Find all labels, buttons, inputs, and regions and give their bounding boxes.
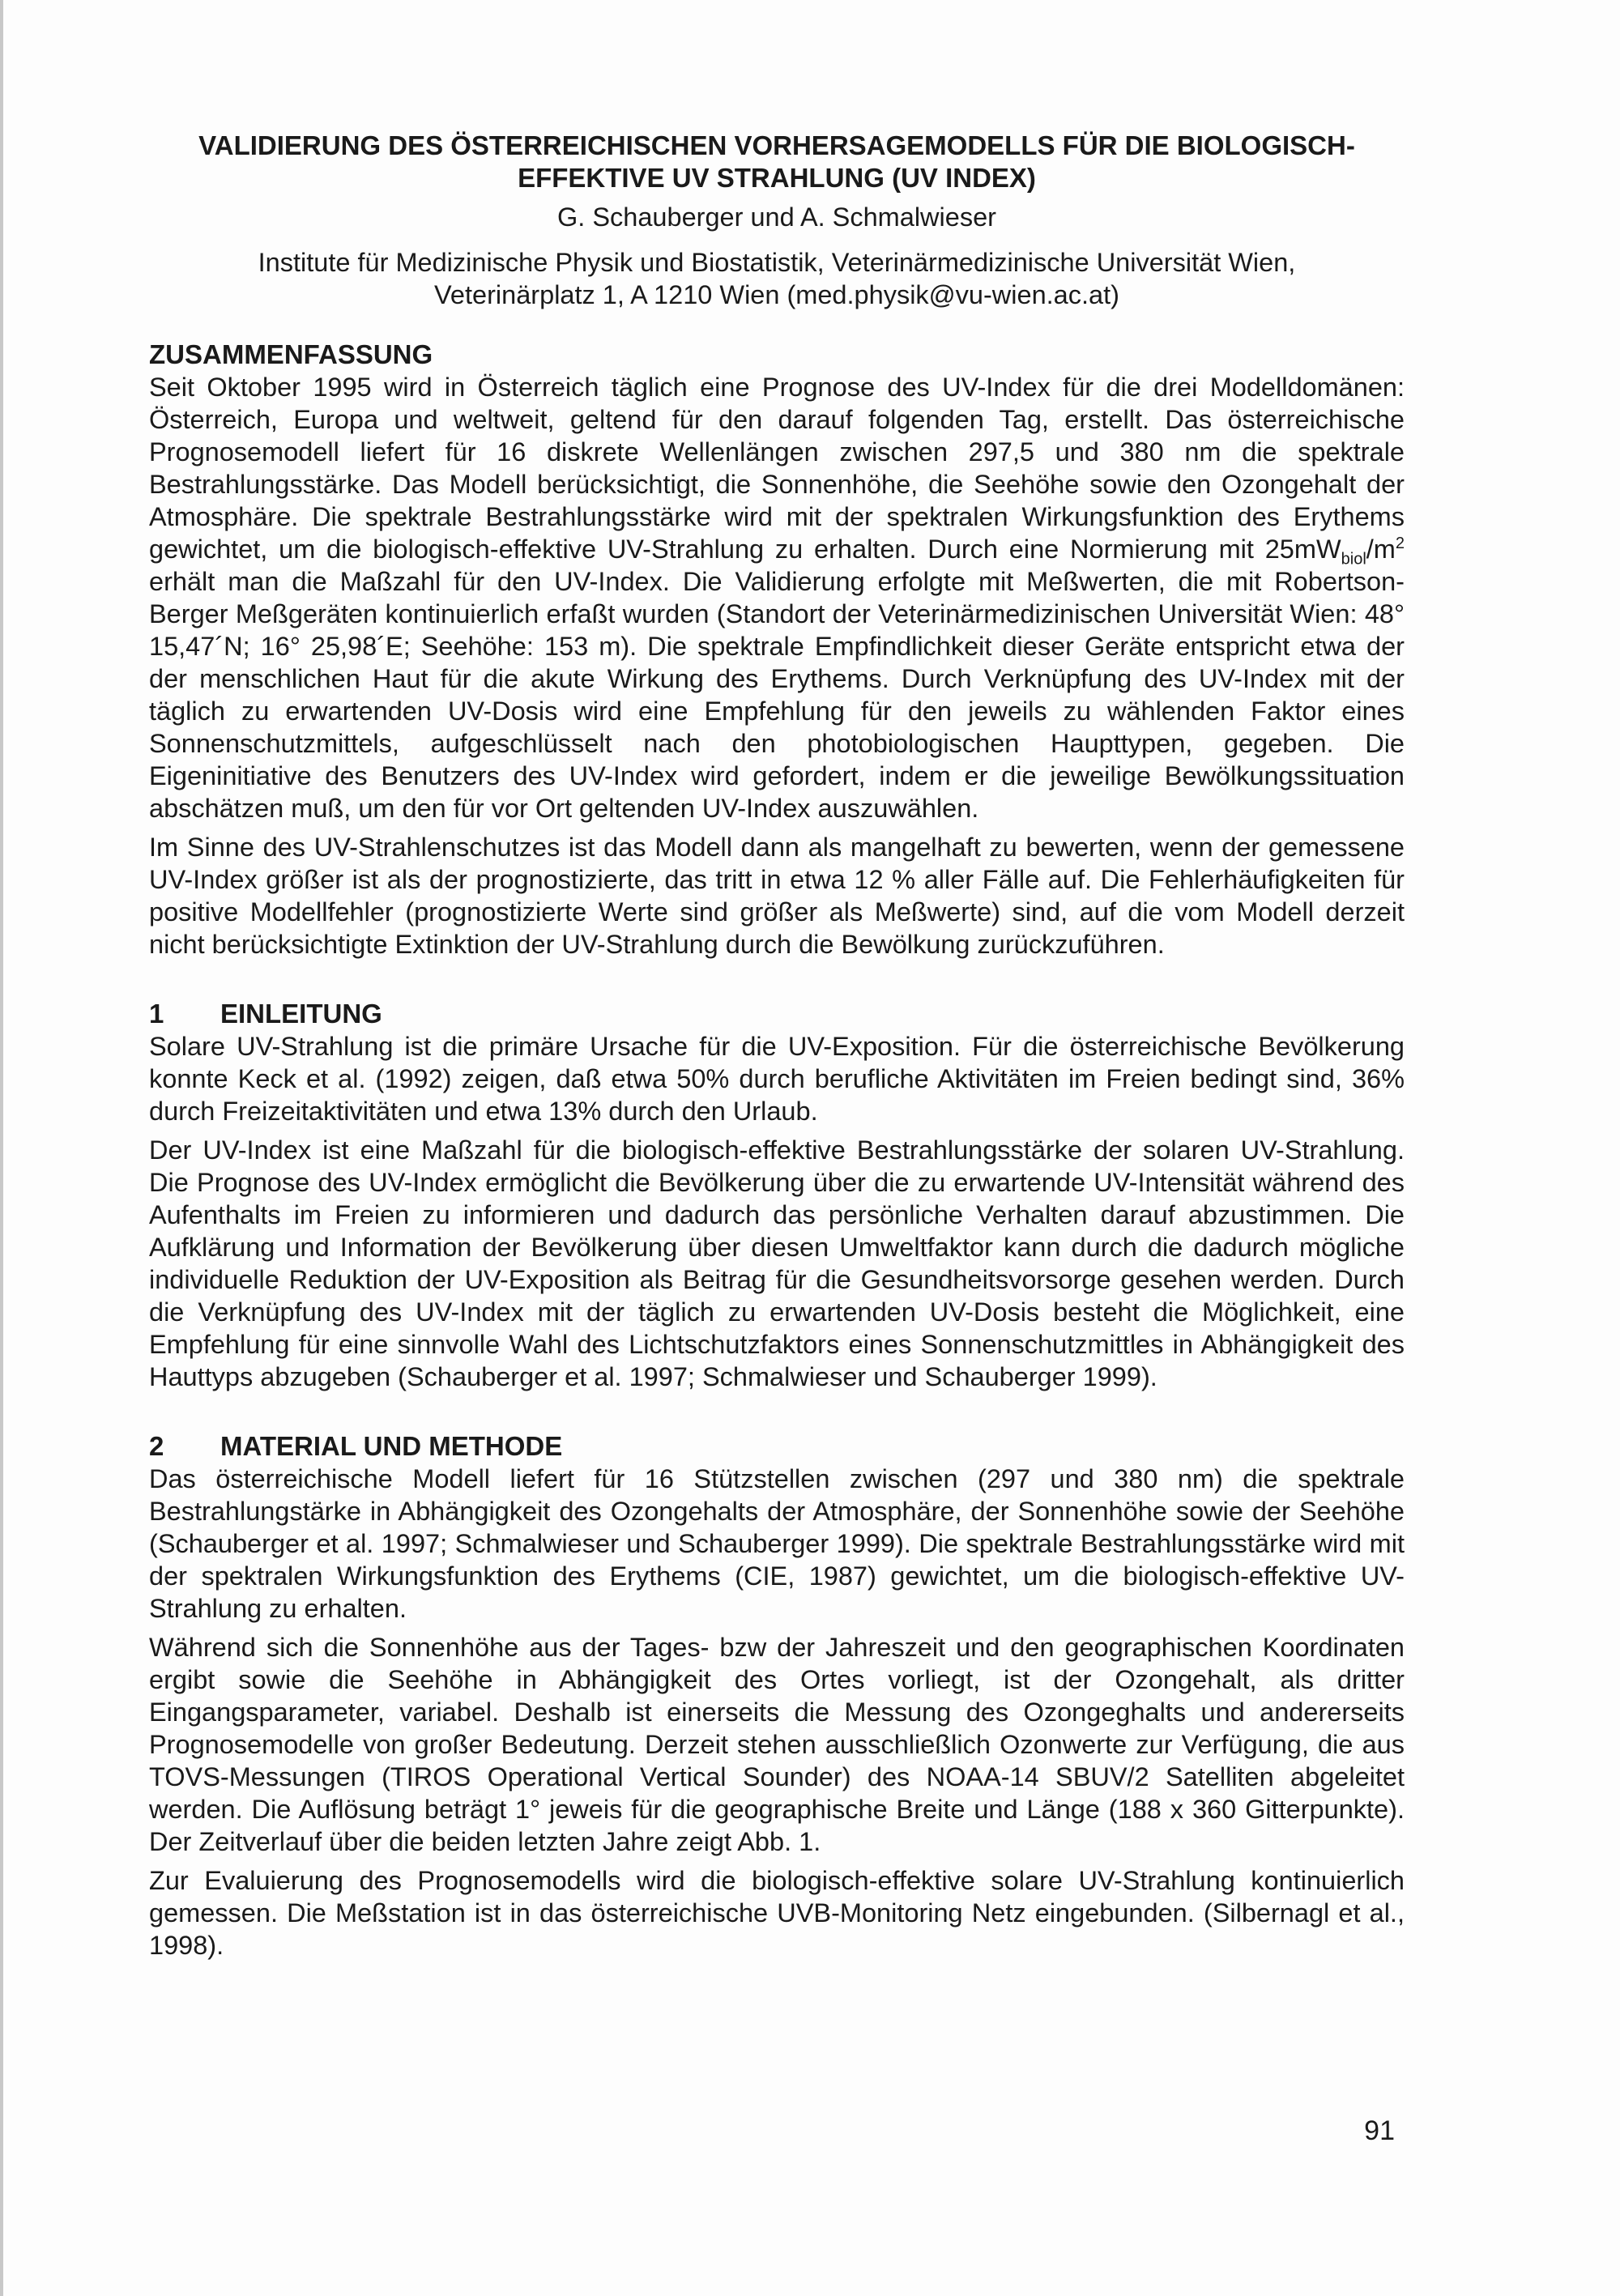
section-1-title: EINLEITUNG — [220, 999, 382, 1029]
affiliation-line-1: Institute für Medizinische Physik und Biostatistik, Veterinärmedizinische Universität Wien, — [258, 248, 1296, 277]
unit-text: /m — [1366, 535, 1396, 564]
summary-heading — [149, 339, 1405, 371]
page-number: 91 — [1364, 2115, 1395, 2146]
unit-subscript: biol — [1341, 550, 1366, 569]
summary-paragraph-1 — [149, 371, 1405, 824]
section-2-heading — [149, 1430, 1405, 1463]
section-2-number: 2 — [149, 1431, 164, 1461]
section-2-paragraph-3: Zur Evaluierung des Prognosemodells wird die biologisch-effektive solare UV-Strahlung kontinuierlich gemessen. Die Meßstation ist in das österreichische UVB-Monitoring Netz eingebunden. (Silbernagl et al., 1998). — [149, 1866, 1405, 1960]
summary-p1-text-b: erhält man die Maßzahl für den UV-Index. Die Validierung erfolgte mit Meßwerten, die mit Robertson-Berger Meßgeräten kontinuierlich erfaßt wurden (Standort der Veterinärmedizinischen Universität Wien: 48° 15,47´N; 16° 25,98´E; Seehöhe: 153 m). Die spektrale Empfindlichkeit dieser Geräte entspricht etwa der der menschlichen Haut für die akute Wirkung des Erythems. Durch Verknüpfung des UV-Index mit der täglich zu erwartenden UV-Dosis wird eine Empfehlung für den jeweils zu wählenden Faktor eines Sonnenschutzmittels, aufgeschlüsselt nach den photobiologischen Haupttypen, gegeben. Die Eigeninitiative des Benutzers des UV-Index wird gefordert, indem er die jeweilige Bewölkungssituation abschätzen muß, um den für vor Ort geltenden UV-Index auszuwählen. — [149, 567, 1405, 823]
section-1-paragraph-2: Der UV-Index ist eine Maßzahl für die biologisch-effektive Bestrahlungsstärke der solaren UV-Strahlung. Die Prognose des UV-Index ermöglicht die Bevölkerung über die zu erwartende UV-Intensität während des Aufenthalts im Freien zu informieren und dadurch das persönliche Verhalten darauf abzustimmen. Die Aufklärung und Information der Bevölkerung über diesen Umweltfaktor kann durch die dadurch mögliche individuelle Reduktion der UV-Exposition als Beitrag für die Gesundheitsvorsorge gesehen werden. Durch die Verknüpfung des UV-Index mit der täglich zu erwartenden UV-Dosis besteht die Möglichkeit, eine Empfehlung für eine sinnvolle Wahl des Lichtschutzfaktors eines Sonnenschutzmittles in Abhängigkeit des Hauttyps abzugeben (Schauberger et al. 1997; Schmalwieser und Schauberger 1999). — [149, 1135, 1405, 1391]
section-1-number: 1 — [149, 999, 164, 1029]
section-2-paragraph-2: Während sich die Sonnenhöhe aus der Tages- bzw der Jahreszeit und den geographischen Koordinaten ergibt sowie die Seehöhe in Abhängigkeit des Ortes vorliegt, ist der Ozongehalt, als dritter Eingangsparameter, variabel. Deshalb ist einerseits die Messung des Ozongeghalts und andererseits Prognosemodelle von großer Bedeutung. Derzeit stehen ausschließlich Ozonwerte zur Verfügung, die aus TOVS-Messungen (TIROS Operational Vertical Sounder) des NOAA-14 SBUV/2 Satelliten abgeleitet werden. Die Auflösung beträgt 1° jeweis für die geographische Breite und Länge (188 x 360 Gitterpunkte). Der Zeitverlauf über die beiden letzten Jahre zeigt Abb. 1. — [149, 1633, 1405, 1856]
summary-paragraph-2: Im Sinne des UV-Strahlenschutzes ist das Modell dann als mangelhaft zu bewerten, wenn der gemessene UV-Index größer ist als der prognostizierte, das tritt in etwa 12 % aller Fälle auf. Die Fehlerhäufigkeiten für positive Modellfehler (prognostizierte Werte sind größer als Meßwerte) sind, auf die vom Modell derzeit nicht berücksichtigte Extinktion der UV-Strahlung durch die Bewölkung zurückzuführen. — [149, 833, 1405, 959]
affiliation — [149, 246, 1405, 311]
affiliation-line-2: Veterinärplatz 1, A 1210 Wien (med.physik@vu-wien.ac.at) — [434, 280, 1119, 309]
unit-superscript: 2 — [1395, 535, 1405, 553]
section-2-title: MATERIAL UND METHODE — [220, 1431, 563, 1461]
summary-p1-text-a: Seit Oktober 1995 wird in Österreich täglich eine Prognose des UV-Index für die drei Modelldomänen: Österreich, Europa und weltweit, geltend für den darauf folgenden Tag, erstellt. Das österreichische Prognosemodell liefert für 16 diskrete Wellenlängen zwischen 297,5 und 380 nm die spektrale Bestrahlungsstärke. Das Modell berücksichtigt, die Sonnenhöhe, die Seehöhe sowie den Ozongehalt der Atmosphäre. Die spektrale Bestrahlungsstärke wird mit der spektralen Wirkungsfunktion des Erythems gewichtet, um die biologisch-effektive UV-Strahlung zu erhalten. Durch eine Normierung mit 25mW — [149, 373, 1405, 564]
section-1-paragraph-1: Solare UV-Strahlung ist die primäre Ursache für die UV-Exposition. Für die österreichische Bevölkerung konnte Keck et al. (1992) zeigen, daß etwa 50% durch berufliche Aktivitäten im Freien bedingt sind, 36% durch Freizeitaktivitäten und etwa 13% durch den Urlaub. — [149, 1032, 1405, 1126]
section-2-paragraph-1: Das österreichische Modell liefert für 16 Stützstellen zwischen (297 und 380 nm) die spektrale Bestrahlungstärke in Abhängigkeit des Ozongehalts der Atmosphäre, der Sonnenhöhe sowie der Seehöhe (Schauberger et al. 1997; Schmalwieser und Schauberger 1999). Die spektrale Bestrahlungsstärke wird mit der spektralen Wirkungsfunktion des Erythems (CIE, 1987) gewichtet, um die biologisch-effektive UV-Strahlung zu erhalten. — [149, 1464, 1405, 1623]
authors: G. Schauberger und A. Schmalwieser — [557, 202, 996, 232]
paper-title: VALIDIERUNG DES ÖSTERREICHISCHEN VORHERSAGEMODELLS FÜR DIE BIOLOGISCH-EFFEKTIVE UV STRAHLUNG (UV INDEX) — [198, 130, 1355, 193]
section-1-heading — [149, 998, 1405, 1030]
page-content — [149, 130, 1405, 1962]
scan-edge — [0, 0, 3, 2296]
summary-heading-text: ZUSAMMENFASSUNG — [149, 339, 433, 369]
